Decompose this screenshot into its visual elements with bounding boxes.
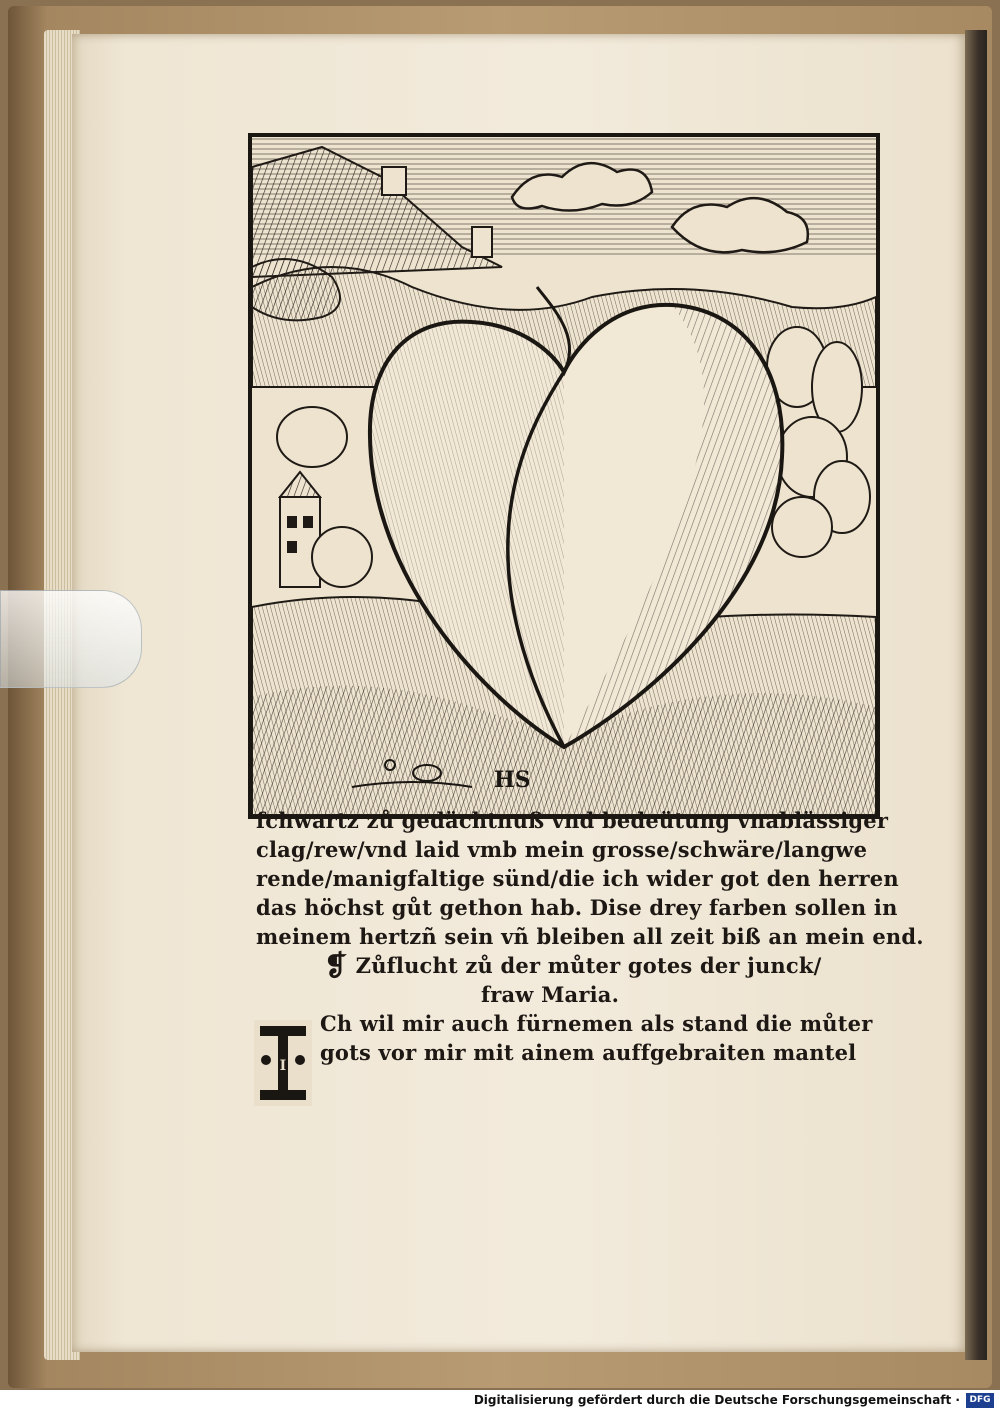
text-block (256, 806, 924, 1074)
woodcut-heart-illustration (248, 133, 880, 819)
heading-line-2: fraw Maria. (481, 982, 620, 1007)
text-line: clag/rew/vnd laid vmb mein grosse/schwäre/langwe (256, 837, 868, 862)
woodcut-heart-svg (252, 137, 876, 815)
paragraph-line-1: Ch wil mir auch fürnemen als stand die můter (320, 1011, 873, 1036)
text-line: rende/manigfaltige sünd/die ich wider got den herren (256, 866, 899, 891)
dfg-logo: DFG (966, 1393, 994, 1408)
plastic-clip (0, 590, 142, 688)
heading-line-1: Zůflucht zů der můter gotes der junck/ (355, 953, 822, 978)
pilcrow-icon: ❡ (324, 949, 348, 982)
text-line: ſchwartz zů gedächtnuß vnd bedeütung vnablässiger (256, 808, 889, 833)
footer-bar (0, 1390, 1000, 1412)
section-heading (256, 951, 896, 980)
monogram: HS (494, 767, 531, 793)
footer-credit: Digitalisierung gefördert durch die Deutsche Forschungsgemeinschaft · (473, 1393, 960, 1407)
text-line: das höchst gůt gethon hab. Dise drey farben sollen in (256, 895, 898, 920)
book-gutter (965, 30, 987, 1360)
decorated-initial (254, 1020, 312, 1106)
text-line: meinem hertzñ sein vñ bleiben all zeit biß an mein end. (256, 924, 924, 949)
initial-letter: I (279, 1058, 287, 1074)
paragraph-line-2: gots vor mir mit ainem auffgebraiten mantel (320, 1040, 857, 1065)
